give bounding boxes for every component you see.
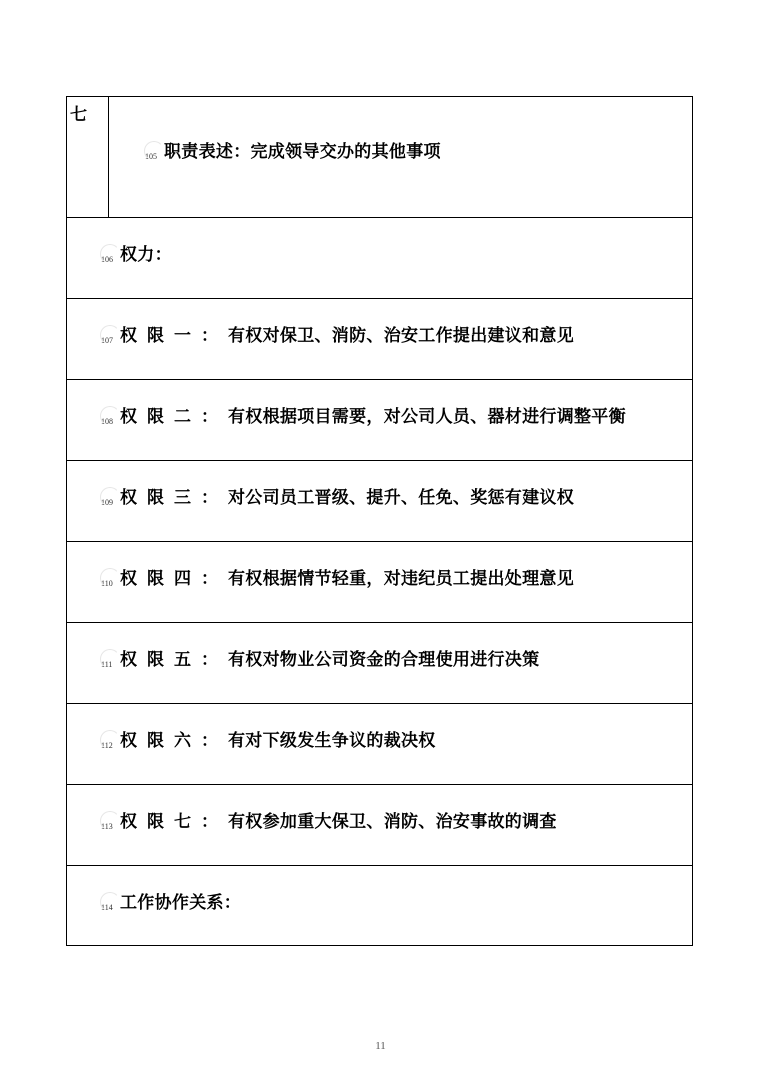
limit-row <box>67 298 692 379</box>
limit-label: 权 限 七 ： <box>120 812 218 832</box>
paragraph-marker: 107 <box>101 335 120 346</box>
paragraph-marker: 108 <box>101 416 120 427</box>
section-row <box>67 97 692 217</box>
limit-row <box>67 703 692 784</box>
limit-label: 权 限 一 ： <box>120 326 218 346</box>
cooperation-row <box>67 865 692 945</box>
power-heading: 权力： <box>120 245 172 265</box>
limit-row <box>67 622 692 703</box>
limit-text: 有权根据情节轻重，对违纪员工提出处理意见 <box>228 569 574 589</box>
paragraph-marker: 112 <box>101 740 120 751</box>
limit-label: 权 限 三 ： <box>120 488 218 508</box>
limit-label: 权 限 六 ： <box>120 731 218 751</box>
limit-text: 有权根据项目需要，对公司人员、器材进行调整平衡 <box>228 407 626 427</box>
section-number: 七 <box>67 97 109 217</box>
limit-text: 有权对保卫、消防、治安工作提出建议和意见 <box>228 326 574 346</box>
limit-row <box>67 784 692 865</box>
limit-text: 对公司员工晋级、提升、任免、奖惩有建议权 <box>228 488 574 508</box>
limit-label: 权 限 四 ： <box>120 569 218 589</box>
duty-cell <box>109 97 692 217</box>
paragraph-marker: 113 <box>101 821 120 832</box>
limit-row <box>67 379 692 460</box>
responsibility-table <box>66 96 693 946</box>
paragraph-marker: 111 <box>101 659 120 670</box>
duty-text: 职责表述：完成领导交办的其他事项 <box>164 142 441 162</box>
limit-row <box>67 541 692 622</box>
paragraph-marker: 110 <box>101 578 120 589</box>
paragraph-marker: 105 <box>145 151 164 162</box>
paragraph-marker: 106 <box>101 254 120 265</box>
cooperation-heading: 工作协作关系： <box>120 893 242 913</box>
limit-label: 权 限 二 ： <box>120 407 218 427</box>
limit-text: 有对下级发生争议的裁决权 <box>228 731 436 751</box>
limit-row <box>67 460 692 541</box>
paragraph-marker: 109 <box>101 497 120 508</box>
limit-label: 权 限 五 ： <box>120 650 218 670</box>
page-number: 11 <box>375 1040 386 1052</box>
power-row <box>67 217 692 298</box>
limit-text: 有权对物业公司资金的合理使用进行决策 <box>228 650 540 670</box>
paragraph-marker: 114 <box>101 902 120 913</box>
limit-text: 有权参加重大保卫、消防、治安事故的调查 <box>228 812 557 832</box>
